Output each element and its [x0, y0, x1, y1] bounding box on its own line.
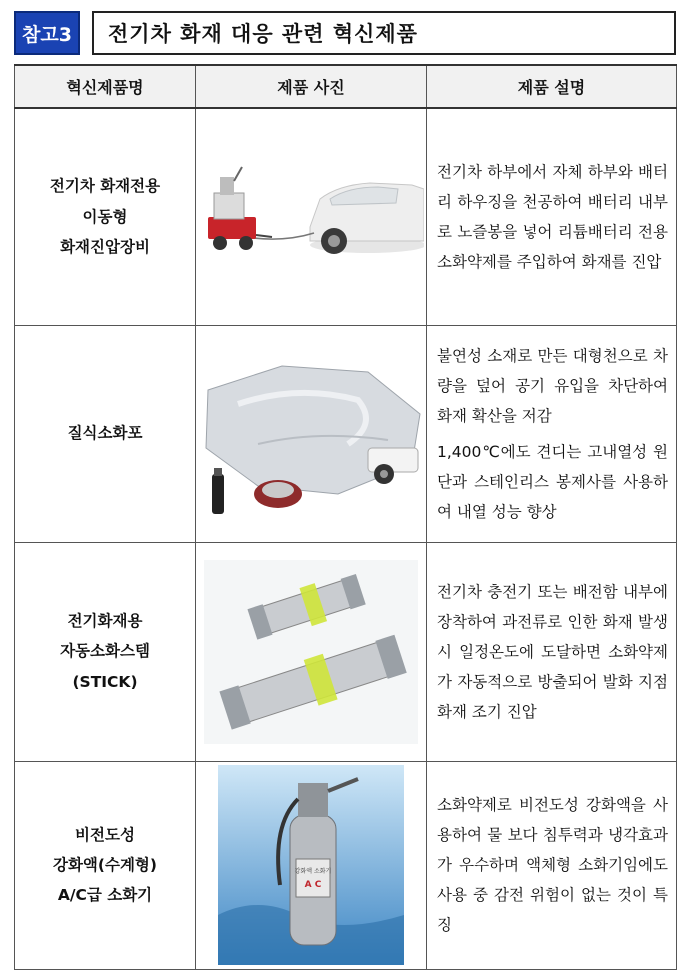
product-description: 소화약제로 비전도성 강화액을 사용하여 물 보다 침투력과 냉각효과가 우수하며 액체형 소화기임에도 사용 중 감전 위험이 없는 것이 특징	[427, 761, 677, 969]
product-table	[14, 64, 677, 970]
header	[14, 11, 676, 55]
product-photo	[196, 761, 427, 969]
table-row	[15, 108, 677, 325]
product-description: 전기차 하부에서 자체 하부와 배터리 하우징을 천공하여 배터리 내부로 노즐봉을 넣어 리튬배터리 전용 소화약제를 주입하여 화재를 진압	[427, 108, 677, 325]
auto-extinguishing-stick-image	[204, 560, 418, 744]
product-name: 질식소화포	[15, 325, 196, 542]
reference-badge: 참고3	[14, 11, 80, 55]
product-description: 불연성 소재로 만든 대형천으로 차량을 덮어 공기 유입을 차단하여 화재 확산을 저감 1,400℃에도 견디는 고내열성 원단과 스테인리스 봉제사를 사용하여 내열 성능 향상	[427, 325, 677, 542]
page-title: 전기차 화재 대응 관련 혁신제품	[92, 11, 676, 55]
fire-blanket-covering-car-image	[198, 344, 424, 524]
product-description: 전기차 충전기 또는 배전함 내부에 장착하여 과전류로 인한 화재 발생 시 일정온도에 도달하면 소화약제가 자동적으로 방출되어 발화 지점 화재 조기 진압	[427, 542, 677, 761]
product-name: 전기차 화재전용 이동형 화재진압장비	[15, 108, 196, 325]
water-based-extinguisher-image	[218, 765, 404, 965]
table-row	[15, 325, 677, 542]
table-row	[15, 761, 677, 969]
extinguisher-class-text: A C	[304, 880, 322, 890]
table-row	[15, 542, 677, 761]
column-header: 혁신제품명	[15, 65, 196, 108]
product-photo	[196, 108, 427, 325]
product-name: 비전도성 강화액(수계형) A/C급 소화기	[15, 761, 196, 969]
product-name: 전기화재용 자동소화스템 (STICK)	[15, 542, 196, 761]
table-header-row	[15, 65, 677, 108]
extinguisher-label-text: 강화액 소화기	[294, 868, 332, 875]
fire-suppression-cart-and-car-image	[198, 137, 424, 297]
column-header: 제품 사진	[196, 65, 427, 108]
product-photo	[196, 542, 427, 761]
column-header: 제품 설명	[427, 65, 677, 108]
product-photo	[196, 325, 427, 542]
